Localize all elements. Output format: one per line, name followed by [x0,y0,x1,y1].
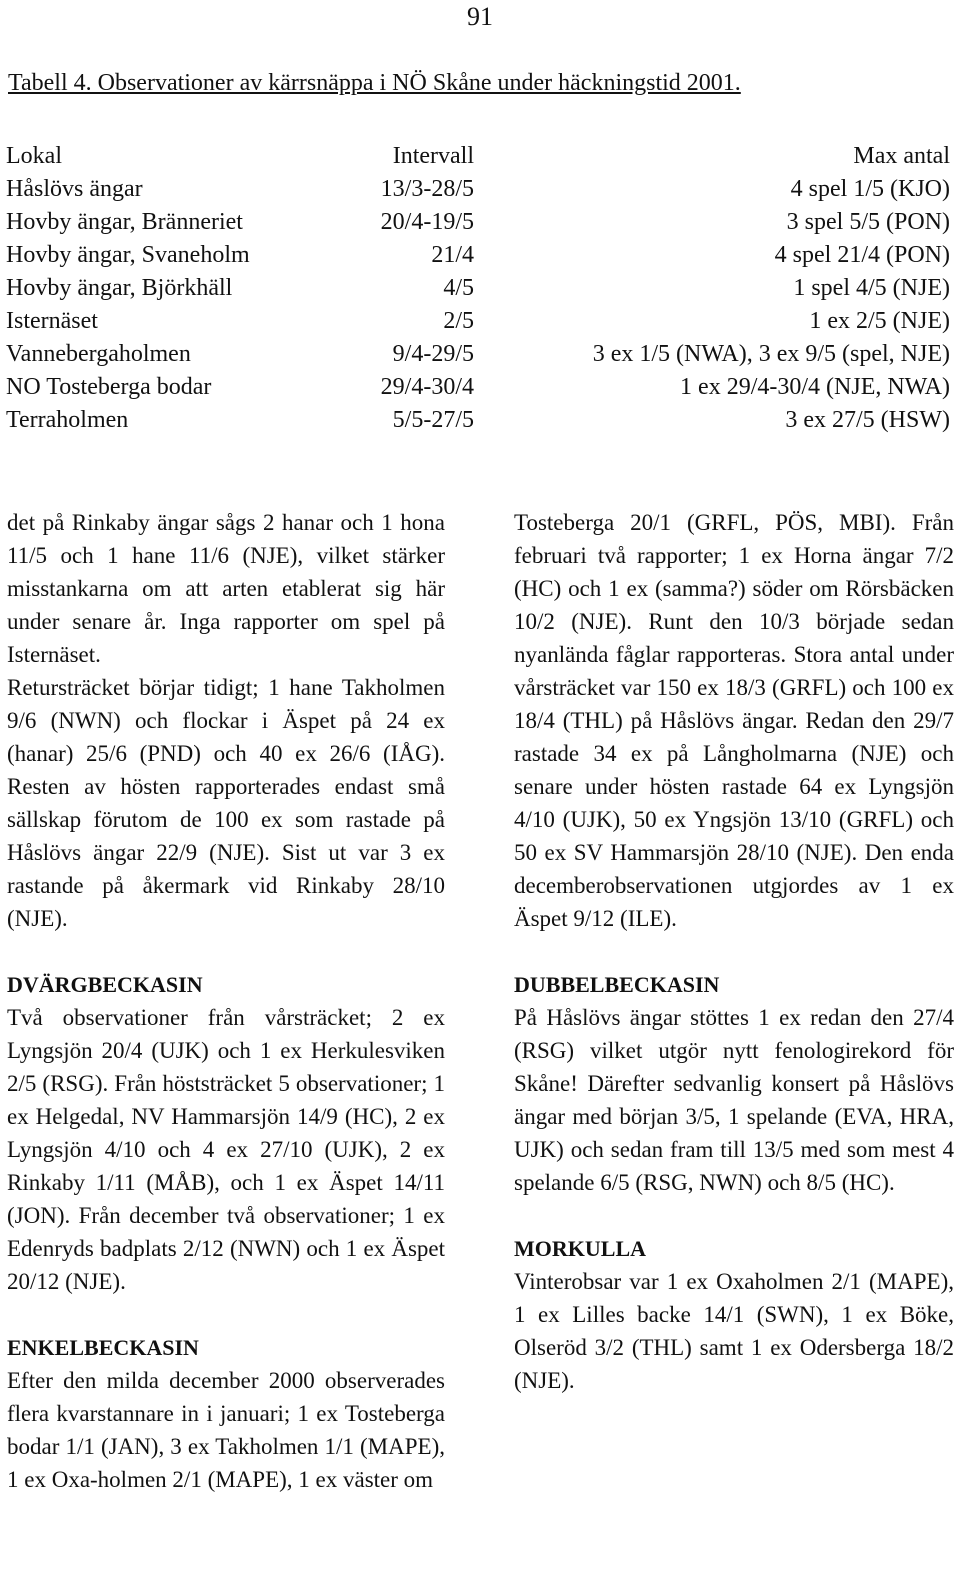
paragraph: Efter den milda december 2000 observerades flera kvarstannare in i januari; 1 ex Tosteberga bodar 1/1 (JAN), 3 ex Takholmen 1/1 (MAPE), 1 ex Oxa-holmen 2/1 (MAPE), 1 ex väster om [7,1368,445,1492]
cell-max-antal: 1 ex 29/4-30/4 (NJE, NWA) [680,374,950,400]
cell-lokal: Vannebergaholmen [6,341,191,367]
paragraph: Retursträcket börjar tidigt; 1 hane Takholmen 9/6 (NWN) och flockar i Äspet på 24 ex (hanar) 25/6 (PND) och 40 ex 26/6 (IÅG). Resten av hösten rapporterades endast små sällskap förutom de 100 ex som rastade på Håslövs ängar 22/9 (NJE). Sist ut var 3 ex rastande på åkermark vid Rinkaby 28/10 (NJE). [7,675,445,931]
cell-lokal: Hovby ängar, Bränneriet [6,209,243,235]
paragraph: Två observationer från vårsträcket; 2 ex Lyngsjön 20/4 (UJK) och 1 ex Herkulesviken 2/5 (RSG). Från höststräcket 5 observationer; 1 ex Helgedal, NV Hammarsjön 14/9 (HC), 2 ex Lyngsjön 4/10 och 4 ex 27/10 (UJK), 2 ex Rinkaby 1/11 (MÅB), och 1 ex Äspet 14/11 (JON). Från december två observationer; 1 ex Edenryds badplats 2/12 (NWN) och 1 ex Äspet 20/12 (NJE). [7,1005,445,1294]
cell-max-antal: 1 ex 2/5 (NJE) [809,308,950,334]
table-row [6,371,950,404]
paragraph: det på Rinkaby ängar sågs 2 hanar och 1 hona 11/5 och 1 hane 11/6 (NJE), vilket stärker misstankarna om att arten etablerat sig här under senare år. Inga rapporter om spel på Isternäset. [7,510,445,667]
cell-max-antal: 4 spel 21/4 (PON) [774,242,950,268]
cell-intervall: 13/3-28/5 [380,176,474,202]
cell-lokal: Isternäset [6,308,98,334]
cell-intervall: 21/4 [431,242,474,268]
paragraph: Tosteberga 20/1 (GRFL, PÖS, MBI). Från februari två rapporter; 1 ex Horna ängar 7/2 (HC) och 1 ex (samma?) söder om Rörsbäcken 10/2 (NJE). Runt den 10/3 började sedan nyanlända fåglar rapporteras. Stora antal under vårsträcket var 150 ex 18/3 (GRFL) och 100 ex 18/4 (THL) på Håslövs ängar. Redan den 29/7 rastade 34 ex på Långholmarna (NJE) och senare under hösten rastade 64 ex Lyngsjön 4/10 (UJK), 50 ex Yngsjön 13/10 (GRFL) och 50 ex SV Hammarsjön 28/10 (NJE). Den enda decemberobservationen utgjordes av 1 ex Äspet 9/12 (ILE). [514,510,954,931]
cell-intervall: 2/5 [443,308,474,334]
table-row [6,305,950,338]
cell-max-antal: 3 ex 1/5 (NWA), 3 ex 9/5 (spel, NJE) [592,341,950,367]
cell-lokal: Hovby ängar, Björkhäll [6,275,233,301]
table-header-row [6,140,950,173]
header-intervall: Intervall [392,143,474,169]
header-lokal: Lokal [6,143,62,169]
table-caption: Tabell 4. Observationer av kärrsnäppa i NÖ Skåne under häckningstid 2001. [8,70,741,96]
cell-intervall: 4/5 [443,275,474,301]
table-row [6,173,950,206]
cell-intervall: 9/4-29/5 [392,341,474,367]
cell-max-antal: 4 spel 1/5 (KJO) [790,176,950,202]
page-number: 91 [467,2,493,31]
paragraph: Vinterobsar var 1 ex Oxaholmen 2/1 (MAPE), 1 ex Lilles backe 14/1 (SWN), 1 ex Böke, Olseröd 3/2 (THL) samt 1 ex Odersberga 18/2 (NJE). [514,1269,954,1393]
cell-max-antal: 1 spel 4/5 (NJE) [793,275,950,301]
section-heading-morkulla: MORKULLA [514,1236,646,1261]
section-heading-dvargbeckasin: DVÄRGBECKASIN [7,972,203,997]
observations-table [6,140,950,437]
cell-max-antal: 3 spel 5/5 (PON) [786,209,950,235]
cell-intervall: 5/5-27/5 [392,407,474,433]
table-row [6,338,950,371]
table-row [6,239,950,272]
table-row [6,404,950,437]
cell-lokal: NO Tosteberga bodar [6,374,212,400]
table-row [6,206,950,239]
cell-intervall: 29/4-30/4 [380,374,474,400]
cell-lokal: Håslövs ängar [6,176,143,202]
cell-lokal: Terraholmen [6,407,129,433]
header-max-antal: Max antal [853,143,950,169]
section-heading-dubbelbeckasin: DUBBELBECKASIN [514,972,720,997]
paragraph: På Håslövs ängar stöttes 1 ex redan den 27/4 (RSG) vilket utgör nytt fenologirekord för Skåne! Därefter sedvanlig konsert på Håslövs ängar med början 3/5, 1 spelande (EVA, HRA, UJK) och sedan fram till 13/5 med som mest 4 spelande 6/5 (RSG, NWN) och 8/5 (HC). [514,1005,954,1195]
cell-lokal: Hovby ängar, Svaneholm [6,242,250,268]
left-text-column [7,506,445,1496]
table-row [6,272,950,305]
right-text-column [514,506,954,1397]
cell-max-antal: 3 ex 27/5 (HSW) [785,407,950,433]
cell-intervall: 20/4-19/5 [380,209,474,235]
section-heading-enkelbeckasin: ENKELBECKASIN [7,1335,199,1360]
